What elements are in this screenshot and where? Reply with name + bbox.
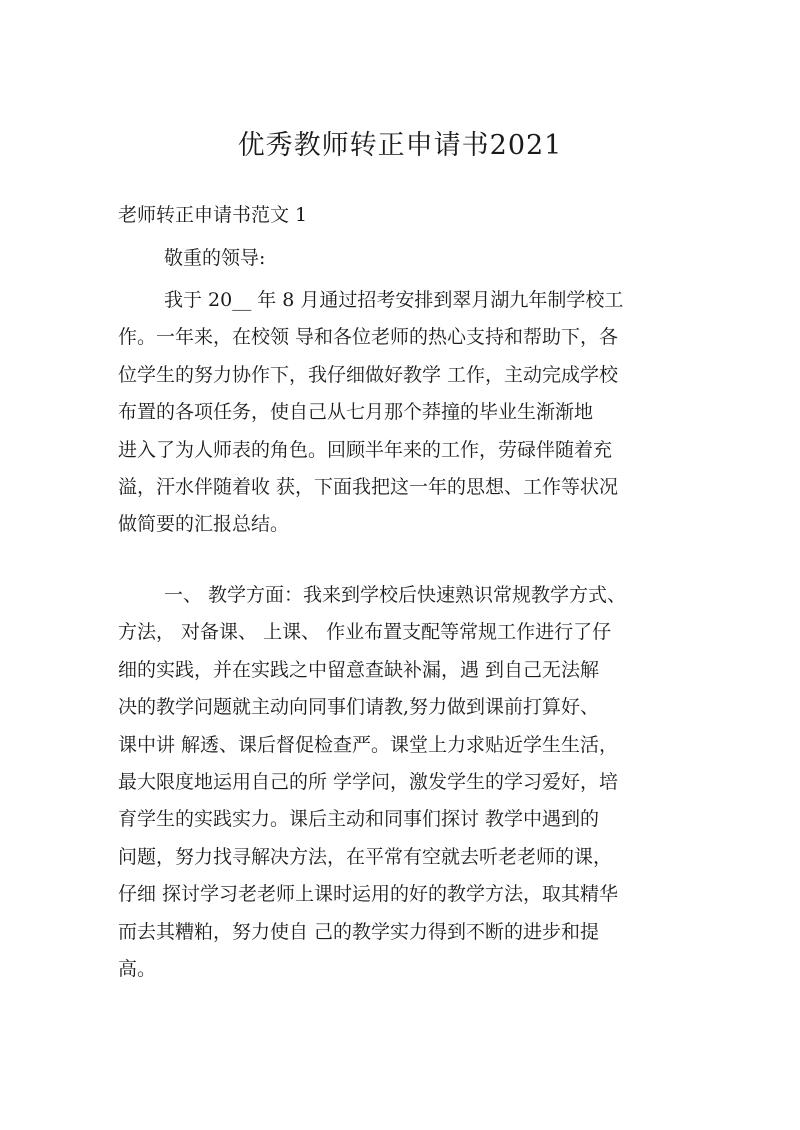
paragraph-line: 布置的各项任务，使自己从七月那个莽撞的毕业生渐渐地 [118, 401, 594, 424]
paragraph-line: 最大限度地运用自己的所 学学问，激发学生的学习爱好，培 [118, 771, 619, 794]
paragraph-line: 一、 教学方面：我来到学校后快速熟识常规教学方式、 [164, 584, 627, 606]
paragraph-2 [118, 577, 690, 988]
salutation: 敬重的领导: [164, 247, 266, 269]
paragraph-line: 育学生的实践实力。课后主动和同事们探讨 教学中遇到的 [118, 808, 600, 831]
paragraph-line: 位学生的努力协作下，我仔细做好教学 工作，主动完成学校 [118, 363, 619, 386]
paragraph-line: 仔细 探讨学习老老师上课时运用的好的教学方法，取其精华 [118, 883, 619, 906]
paragraph-line: 方法， 对备课、 上课、 作业布置支配等常规工作进行了仔 [118, 621, 612, 644]
paragraph-line: 问题，努力找寻解决方法，在平常有空就去听老老师的课， [118, 845, 613, 868]
paragraph-line: 课中讲 解透、课后督促检查严。课堂上力求贴近学生生活， [118, 733, 619, 756]
paragraph-line: 高。 [118, 958, 157, 981]
paragraph-line: 溢，汗水伴随着收 获，下面我把这一年的思想、工作等状况 [118, 476, 619, 499]
document-title: 优秀教师转正申请书2021 [237, 130, 563, 161]
paragraph-line: 作。一年来，在校领 导和各位老师的热心支持和帮助下，各 [118, 326, 619, 349]
paragraph-line: 决的教学问题就主动向同事们请教,努力做到课前打算好、 [118, 696, 600, 719]
paragraph-line: 进入了为人师表的角色。回顾半年来的工作，劳碌伴随着充 [118, 438, 613, 461]
paragraph-line: 而去其糟粕，努力使自 己的教学实力得到不断的进步和提 [118, 920, 600, 943]
paragraph-line: 我于 20__ 年 8 月通过招考安排到翠月湖九年制学校工 [164, 289, 624, 311]
document-subtitle: 老师转正申请书范文 1 [118, 204, 308, 226]
paragraph-line: 做简要的汇报总结。 [118, 513, 290, 536]
paragraph-line: 细的实践，并在实践之中留意查缺补漏，遇 到自己无法解 [118, 658, 600, 681]
paragraph-1 [118, 282, 690, 544]
